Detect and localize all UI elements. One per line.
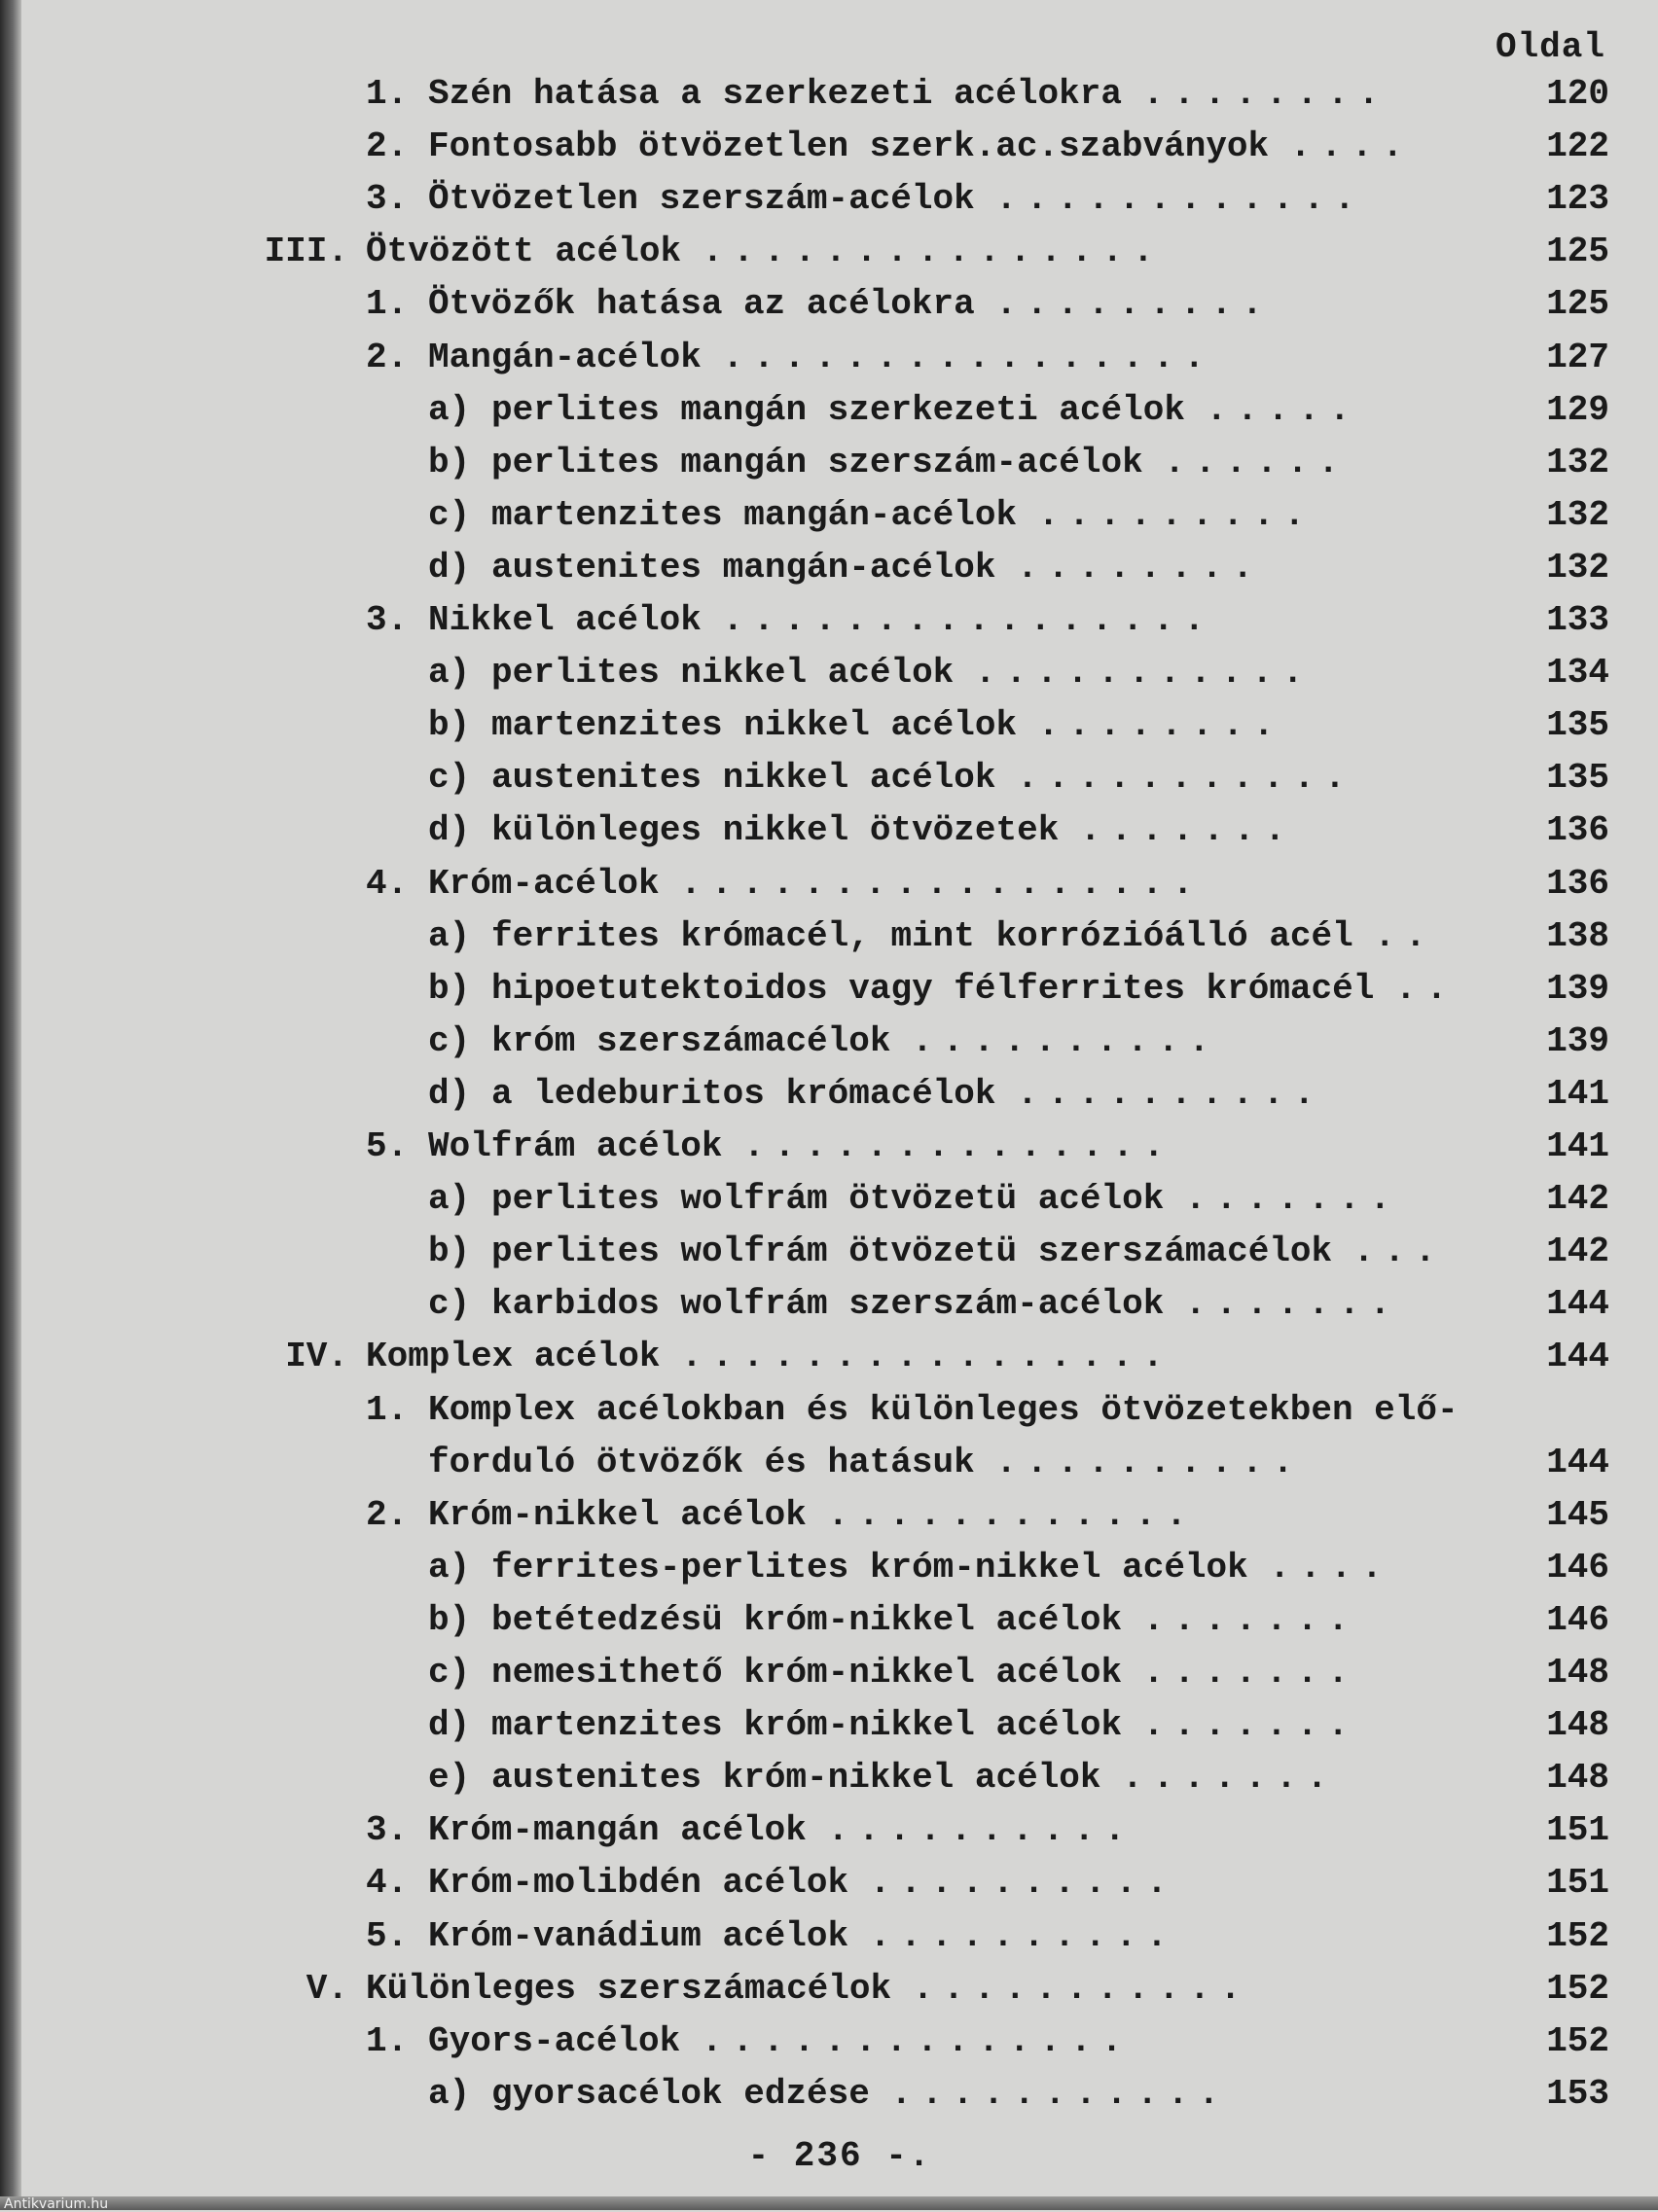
toc-entry-title-text: különleges nikkel ötvözetek: [491, 810, 1060, 851]
toc-page-number: 135: [1546, 705, 1609, 746]
toc-entry-title: [366, 226, 1164, 278]
toc-entry-number: d): [428, 547, 471, 588]
toc-entry-number: 4.: [366, 1863, 409, 1904]
toc-entry-number: d): [428, 1705, 471, 1746]
toc-entry-title: [428, 858, 1204, 910]
toc-page: [21, 0, 1658, 2210]
toc-roman-numeral: IV.: [285, 1337, 348, 1377]
toc-leader-dots: ..........: [869, 1915, 1177, 1956]
toc-entry-title: [428, 1384, 1459, 1437]
toc-entry-title-text: forduló ötvözők és hatásuk: [428, 1442, 975, 1482]
toc-leader-dots: ............: [995, 179, 1365, 220]
toc-entry-number: e): [428, 1758, 471, 1799]
toc-leader-dots: ..........: [869, 1863, 1177, 1904]
toc-page-number: 152: [1546, 1968, 1609, 2009]
toc-entry: [21, 1857, 1658, 1909]
toc-entry-title: [491, 1173, 1400, 1226]
toc-entry: [21, 858, 1658, 910]
page-number-footer: - 236 -.: [747, 2136, 932, 2176]
toc-page-number: 142: [1546, 1231, 1609, 1272]
toc-entry: [21, 1594, 1658, 1647]
toc-entry-title: [491, 647, 1314, 699]
toc-entry-number: a): [428, 1179, 471, 1220]
toc-entry: [21, 594, 1658, 647]
toc-page-number: 122: [1546, 126, 1609, 167]
toc-entry-title: [491, 437, 1349, 489]
toc-leader-dots: ....: [1289, 126, 1414, 167]
toc-entry-number: a): [428, 915, 471, 956]
toc-leader-dots: .....: [1206, 389, 1360, 430]
toc-page-number: 133: [1546, 600, 1609, 640]
toc-page-number: 132: [1546, 547, 1609, 588]
toc-entry-title-text: austenites mangán-acélok: [491, 547, 996, 588]
toc-page-number: 129: [1546, 389, 1609, 430]
toc-entry-title: [428, 1489, 1197, 1542]
toc-leader-dots: ........: [1017, 547, 1263, 588]
toc-entry-number: c): [428, 1653, 471, 1693]
toc-entry: [21, 1910, 1658, 1963]
toc-entry-title: [491, 1016, 1219, 1068]
toc-page-number: 144: [1546, 1442, 1609, 1482]
toc-leader-dots: .......: [1122, 1758, 1338, 1799]
toc-entry: [21, 752, 1658, 804]
toc-entry-title-text: Króm-vanádium acélok: [428, 1915, 849, 1956]
toc-entry-title-text: Króm-acélok: [428, 863, 660, 904]
toc-page-number: 152: [1546, 2020, 1609, 2061]
toc-leader-dots: ................: [722, 337, 1215, 377]
toc-entry: [21, 332, 1658, 384]
toc-entry-number: b): [428, 442, 471, 482]
toc-entry-number: 3.: [366, 1810, 409, 1851]
toc-leader-dots: ..........: [827, 1810, 1135, 1851]
toc-leader-dots: ..............: [701, 2020, 1133, 2061]
toc-entry-title: [491, 1699, 1358, 1752]
toc-entry: [21, 1173, 1658, 1226]
toc-entry-title-text: gyorsacélok edzése: [491, 2073, 870, 2114]
toc-entry: [21, 226, 1658, 278]
toc-entry: [21, 278, 1658, 331]
toc-entry-number: c): [428, 494, 471, 535]
toc-leader-dots: ......: [1164, 442, 1349, 482]
toc-page-number: 132: [1546, 442, 1609, 482]
toc-entry-title: [491, 1542, 1392, 1594]
toc-entry-title: [491, 963, 1457, 1016]
toc-entry-number: a): [428, 653, 471, 694]
toc-entry: [21, 1804, 1658, 1857]
toc-entry-title: [491, 1068, 1324, 1121]
toc-entry-number: c): [428, 758, 471, 799]
toc-entry-title-text: Gyors-acélok: [428, 2020, 681, 2061]
toc-entry-number: c): [428, 1284, 471, 1325]
toc-leader-dots: ........: [1037, 705, 1284, 746]
toc-page-number: 125: [1546, 232, 1609, 272]
toc-entry-number: 2.: [366, 337, 409, 377]
toc-entry: [21, 1699, 1658, 1752]
toc-entry: [21, 542, 1658, 594]
toc-entry: [21, 647, 1658, 699]
toc-entry-title: [491, 1278, 1400, 1331]
toc-leader-dots: ..: [1374, 915, 1436, 956]
toc-entry-title-text: ferrites-perlites króm-nikkel acélok: [491, 1547, 1248, 1588]
toc-entry-title-text: Komplex acélok: [366, 1337, 661, 1377]
toc-entry-number: 3.: [366, 600, 409, 640]
toc-entry-number: 5.: [366, 1126, 409, 1166]
toc-entry-title-text: perlites mangán szerszám-acélok: [491, 442, 1143, 482]
toc-entry-title-text: martenzites mangán-acélok: [491, 494, 1018, 535]
toc-entry-title-text: Mangán-acélok: [428, 337, 702, 377]
toc-page-number: 153: [1546, 2073, 1609, 2114]
toc-entry: [21, 699, 1658, 752]
toc-entry-title: [491, 1226, 1446, 1278]
toc-entry-title: [491, 804, 1295, 857]
toc-entry-title-text: betétedzésü króm-nikkel acélok: [491, 1599, 1123, 1640]
toc-page-number: 139: [1546, 968, 1609, 1009]
toc-page-number: 132: [1546, 494, 1609, 535]
toc-leader-dots: ...........: [912, 1968, 1251, 2009]
toc-entry-title-text: karbidos wolfrám szerszám-acélok: [491, 1284, 1165, 1325]
toc-entry-number: a): [428, 389, 471, 430]
toc-entry-number: 1.: [366, 1389, 409, 1430]
toc-entry-title-text: martenzites nikkel acélok: [491, 705, 1018, 746]
toc-entry: [21, 910, 1658, 963]
toc-entry-title-text: Ötvözött acélok: [366, 232, 682, 272]
toc-entry: [21, 1068, 1658, 1121]
toc-entry-title-text: ferrites krómacél, mint korrózióálló acél: [491, 915, 1353, 956]
toc-leader-dots: .......: [1184, 1179, 1401, 1220]
toc-entry: [21, 963, 1658, 1016]
toc-page-number: 135: [1546, 758, 1609, 799]
toc-leader-dots: ..........: [1017, 1073, 1325, 1114]
toc-leader-dots: ............: [827, 1494, 1197, 1535]
toc-page-number: 151: [1546, 1810, 1609, 1851]
toc-leader-dots: ...........: [1017, 758, 1355, 799]
toc-entry-number: d): [428, 810, 471, 851]
toc-leader-dots: .......: [1142, 1653, 1358, 1693]
toc-entry-title-text: austenites nikkel acélok: [491, 758, 996, 799]
toc-page-number: 145: [1546, 1494, 1609, 1535]
toc-leader-dots: .......: [1079, 810, 1296, 851]
toc-entry-number: b): [428, 1231, 471, 1272]
toc-entry-title: [491, 384, 1360, 437]
toc-entry-title: [428, 1437, 1303, 1489]
toc-page-number: 144: [1546, 1284, 1609, 1325]
toc-page-number: 142: [1546, 1179, 1609, 1220]
toc-page-number: 146: [1546, 1599, 1609, 1640]
toc-entry-title-text: Wolfrám acélok: [428, 1126, 723, 1166]
toc-entry: [21, 384, 1658, 437]
toc-page-number: 148: [1546, 1705, 1609, 1746]
toc-entry-title-text: nemesithető króm-nikkel acélok: [491, 1653, 1123, 1693]
toc-entry-title: [428, 278, 1273, 331]
toc-entry: [21, 1331, 1658, 1383]
toc-entry-title-text: Nikkel acélok: [428, 600, 702, 640]
toc-entry-title: [491, 1594, 1358, 1647]
toc-entry-title-text: hipoetutektoidos vagy félferrites krómacél: [491, 968, 1375, 1009]
toc-entry-number: d): [428, 1073, 471, 1114]
toc-entry-title-text: martenzites króm-nikkel acélok: [491, 1705, 1123, 1746]
toc-entry-title: [428, 68, 1388, 121]
toc-entry-title-text: perlites mangán szerkezeti acélok: [491, 389, 1185, 430]
toc-leader-dots: ..........: [995, 1442, 1304, 1482]
toc-leader-dots: .................: [680, 863, 1204, 904]
toc-leader-dots: ...........: [974, 653, 1314, 694]
toc-entry-number: 4.: [366, 863, 409, 904]
toc-entry-title-text: Ötvözetlen szerszám-acélok: [428, 179, 975, 220]
toc-page-number: 127: [1546, 337, 1609, 377]
toc-leader-dots: ................: [722, 600, 1215, 640]
oldal-column-header: Oldal: [1495, 27, 1605, 67]
toc-page-number: 134: [1546, 653, 1609, 694]
toc-entry-title-text: Króm-nikkel acélok: [428, 1494, 807, 1535]
toc-entry: [21, 1121, 1658, 1173]
toc-page-number: 136: [1546, 810, 1609, 851]
toc-entry-title-text: króm szerszámacélok: [491, 1020, 891, 1061]
page-binding-shadow: [0, 0, 21, 2210]
toc-entry: [21, 1016, 1658, 1068]
toc-entry-title: [428, 1857, 1177, 1909]
toc-entry-title: [428, 1121, 1174, 1173]
toc-entry: [21, 1278, 1658, 1331]
toc-entry: [21, 804, 1658, 857]
toc-page-number: 152: [1546, 1915, 1609, 1956]
toc-entry-title: [491, 1647, 1358, 1699]
toc-entry-title-text: perlites wolfrám ötvözetü szerszámacélok: [491, 1231, 1333, 1272]
toc-entry-title: [491, 910, 1436, 963]
toc-entry-title: [491, 489, 1315, 542]
toc-leader-dots: .........: [995, 284, 1273, 325]
toc-entry-title: [491, 1752, 1337, 1804]
toc-entry-title-text: Króm-molibdén acélok: [428, 1863, 849, 1904]
toc-entry-number: b): [428, 705, 471, 746]
toc-roman-numeral: III.: [264, 232, 348, 272]
toc-entry-title: [366, 1963, 1250, 2016]
toc-page-number: 139: [1546, 1020, 1609, 1061]
toc-entry: [21, 1752, 1658, 1804]
toc-entry: [21, 1647, 1658, 1699]
toc-entry-number: 5.: [366, 1915, 409, 1956]
toc-leader-dots: ....: [1269, 1547, 1392, 1588]
toc-page-number: 146: [1546, 1547, 1609, 1588]
toc-entry-title-text: Króm-mangán acélok: [428, 1810, 807, 1851]
toc-leader-dots: ..............: [743, 1126, 1174, 1166]
toc-entry: [21, 1542, 1658, 1594]
toc-entry-title: [366, 1331, 1173, 1383]
toc-entry: [21, 173, 1658, 226]
toc-entry-title: [428, 2016, 1132, 2068]
toc-entry-title-text: Komplex acélokban és különleges ötvözetekben elő-: [428, 1389, 1459, 1430]
toc-page-number: 125: [1546, 284, 1609, 325]
toc-entry-title-text: Szén hatása a szerkezeti acélokra: [428, 74, 1122, 114]
toc-entry-title-text: austenites króm-nikkel acélok: [491, 1758, 1101, 1799]
toc-entry: [21, 2016, 1658, 2068]
toc-entry-title-text: Fontosabb ötvözetlen szerk.ac.szabványok: [428, 126, 1270, 167]
toc-entry: [21, 2068, 1658, 2121]
toc-leader-dots: ..........: [912, 1020, 1220, 1061]
toc-leader-dots: .........: [1037, 494, 1316, 535]
toc-entry-title-text: Ötvözők hatása az acélokra: [428, 284, 975, 325]
toc-page-number: 148: [1546, 1758, 1609, 1799]
toc-entry: [21, 1437, 1658, 1489]
toc-entry-number: 1.: [366, 74, 409, 114]
toc-entry-title-text: perlites nikkel acélok: [491, 653, 955, 694]
toc-entry-title-text: perlites wolfrám ötvözetü acélok: [491, 1179, 1165, 1220]
toc-entry-title: [491, 699, 1284, 752]
toc-entry-number: 3.: [366, 179, 409, 220]
toc-entry-number: a): [428, 2073, 471, 2114]
toc-entry-number: c): [428, 1020, 471, 1061]
toc-entry: [21, 489, 1658, 542]
toc-entry-title: [428, 173, 1365, 226]
toc-entry-number: b): [428, 968, 471, 1009]
toc-entry-number: 2.: [366, 1494, 409, 1535]
toc-entry-title: [491, 542, 1263, 594]
toc-page-number: 141: [1546, 1073, 1609, 1114]
toc-entry-title-text: Különleges szerszámacélok: [366, 1968, 892, 2009]
watermark: Antikvarium.hu: [4, 2196, 109, 2212]
toc-entry-title: [428, 1804, 1135, 1857]
toc-entry: [21, 1489, 1658, 1542]
toc-entry: [21, 121, 1658, 173]
toc-entry-number: 1.: [366, 2020, 409, 2061]
toc-entry-number: 2.: [366, 126, 409, 167]
toc-page-number: 151: [1546, 1863, 1609, 1904]
toc-roman-numeral: V.: [306, 1968, 348, 2009]
bottom-edge: [0, 2196, 1658, 2210]
toc-entry-title: [428, 594, 1214, 647]
toc-leader-dots: .......: [1184, 1284, 1401, 1325]
toc-leader-dots: .......: [1142, 1599, 1358, 1640]
toc-entry-number: b): [428, 1599, 471, 1640]
toc-page-number: 141: [1546, 1126, 1609, 1166]
toc-entry-number: a): [428, 1547, 471, 1588]
toc-entry-title-text: a ledeburitos krómacélok: [491, 1073, 996, 1114]
toc-entry: [21, 1226, 1658, 1278]
toc-entry-title: [428, 121, 1413, 173]
toc-page-number: 144: [1546, 1337, 1609, 1377]
toc-entry: [21, 68, 1658, 121]
toc-entry: [21, 437, 1658, 489]
toc-entry-title: [428, 1910, 1177, 1963]
toc-entry: [21, 1384, 1658, 1437]
toc-leader-dots: ...............: [702, 232, 1164, 272]
toc-entry-title: [428, 332, 1214, 384]
toc-page-number: 120: [1546, 74, 1609, 114]
toc-leader-dots: ..: [1394, 968, 1458, 1009]
toc-leader-dots: ...........: [890, 2073, 1230, 2114]
toc-page-number: 138: [1546, 915, 1609, 956]
toc-entry-title: [491, 752, 1355, 804]
toc-leader-dots: .......: [1142, 1705, 1358, 1746]
toc-page-number: 123: [1546, 179, 1609, 220]
toc-entry-number: 1.: [366, 284, 409, 325]
toc-leader-dots: ...: [1352, 1231, 1446, 1272]
toc-page-number: 148: [1546, 1653, 1609, 1693]
toc-entry: [21, 1963, 1658, 2016]
toc-leader-dots: ........: [1142, 74, 1389, 114]
toc-entry-title: [491, 2068, 1229, 2121]
toc-page-number: 136: [1546, 863, 1609, 904]
toc-leader-dots: ................: [681, 1337, 1173, 1377]
